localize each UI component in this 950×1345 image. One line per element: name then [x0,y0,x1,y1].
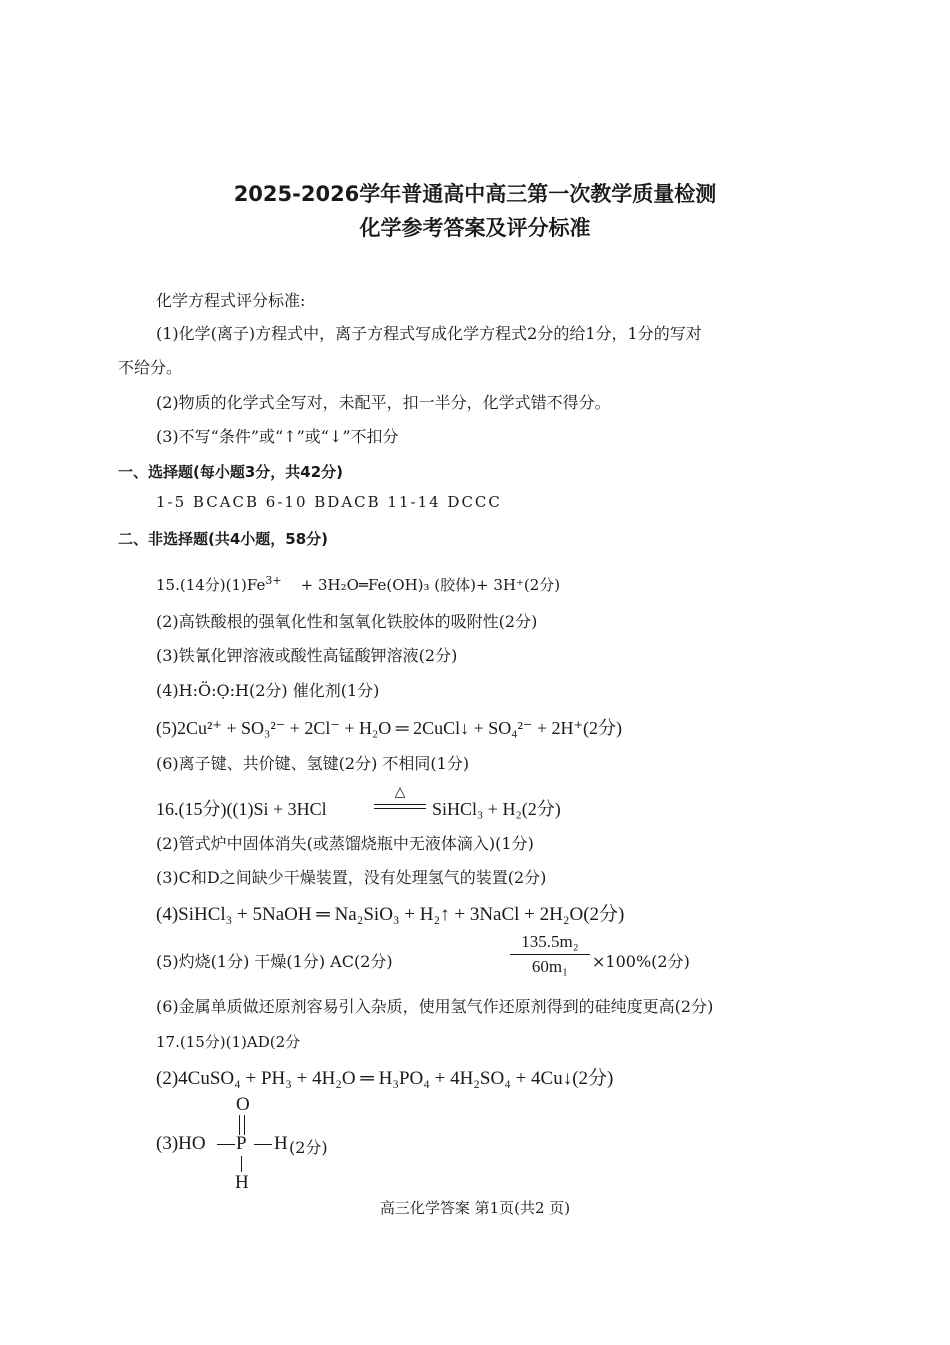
section1-heading: 一、选择题(每小题3分，共42分) [118,463,344,481]
q16-frac-denominator: 60m₁ [531,957,569,976]
standards-rule3: (3)不写“条件”或“↑”或“↓”不扣分 [156,427,399,446]
q17-struct-prefix: (3)HO [156,1133,206,1154]
q16-line4: (4)SiHCl₃ + 5NaOH ═ Na₂SiO₃ + H₂↑ + 3NaCl + 2H₂O(2分) [156,904,625,925]
standards-rule2: (2)物质的化学式全写对，未配平，扣一半分，化学式错不得分。 [156,393,611,412]
standards-rule1-cont: 不给分。 [118,358,183,377]
q16-line3: (3)C和D之间缺少干燥装置，没有处理氢气的装置(2分) [156,868,547,887]
page-title: 2025-2026学年普通高中高三第一次教学质量检测 [233,182,717,206]
q16-line2: (2)管式炉中固体消失(或蒸馏烧瓶中无液体滴入)(1分) [156,834,534,853]
q15-line2: (2)高铁酸根的强氧化性和氢氧化铁胶体的吸附性(2分) [156,612,538,631]
q17-struct-p: P [236,1133,247,1154]
q15-line3: (3)铁氰化钾溶液或酸性高锰酸钾溶液(2分) [156,646,458,665]
section1-answers: 1-5 BCACB 6-10 BDACB 11-14 DCCC [156,493,502,511]
q17-struct-score: (2分) [289,1138,328,1157]
q17-bond-p-h [254,1144,272,1145]
q15-line6: (6)离子键、共价键、氢键(2分) 不相同(1分) [156,754,470,773]
q16-line6: (6)金属单质做还原剂容易引入杂质，使用氢气作还原剂得到的硅纯度更高(2分) [156,997,714,1016]
q16-frac-numerator: 135.5m₂ [521,932,579,951]
q17-double-bond-left [239,1115,240,1135]
q16-line5-a: (5)灼烧(1分) 干燥(1分) AC(2分) [156,952,393,971]
q16-condition: △ [394,785,406,800]
q15-line1-b: + 3H₂O═Fe(OH)₃ (胶体)+ 3H⁺(2分) [300,576,561,594]
q17-struct-h-bottom: H [235,1172,249,1193]
q16-frac-bar [510,954,590,955]
standards-rule1: (1)化学(离子)方程式中，离子方程式写成化学方程式2分的给1分，1分的写对 [156,324,702,343]
page-footer: 高三化学答案 第1页(共2 页) [379,1199,571,1217]
q17-line1: 17.(15分)(1)AD(2分 [156,1033,301,1051]
section2-heading: 二、非选择题(共4小题，58分) [118,530,329,548]
q16-fraction [510,932,590,977]
q16-eq-bar-top [374,804,426,805]
q15-line4: (4)H:Ö:Ọ:H(2分) 催化剂(1分) [156,681,380,700]
q17-struct-o: O [236,1094,250,1115]
q16-line5-b: ×100%(2分) [592,952,690,971]
q17-bond-ho-p [217,1144,235,1145]
q17-struct-h-right: H [274,1133,288,1154]
q15-line1-a: 15.(14分)(1)Fe [156,576,266,594]
q16-eq-bar-bottom [374,808,426,809]
q15-line1 [156,574,560,595]
standards-heading: 化学方程式评分标准: [156,291,306,310]
page-subtitle: 化学参考答案及评分标准 [359,216,591,240]
q17-double-bond-right [244,1115,245,1135]
q15-line5: (5)2Cu²⁺ + SO₃²⁻ + 2Cl⁻ + H₂O ═ 2CuCl↓ + SO₄²⁻ + 2H⁺(2分) [156,718,623,738]
q17-bond-p-h-bottom [241,1156,242,1172]
q16-line1-b: SiHCl₃ + H₂(2分) [432,799,561,819]
q16-line1-a: 16.(15分)((1)Si + 3HCl [156,799,327,819]
q15-line1-sup: 3+ [265,574,282,587]
q17-line2: (2)4CuSO₄ + PH₃ + 4H₂O ═ H₃PO₄ + 4H₂SO₄ + 4Cu↓(2分) [156,1068,614,1089]
